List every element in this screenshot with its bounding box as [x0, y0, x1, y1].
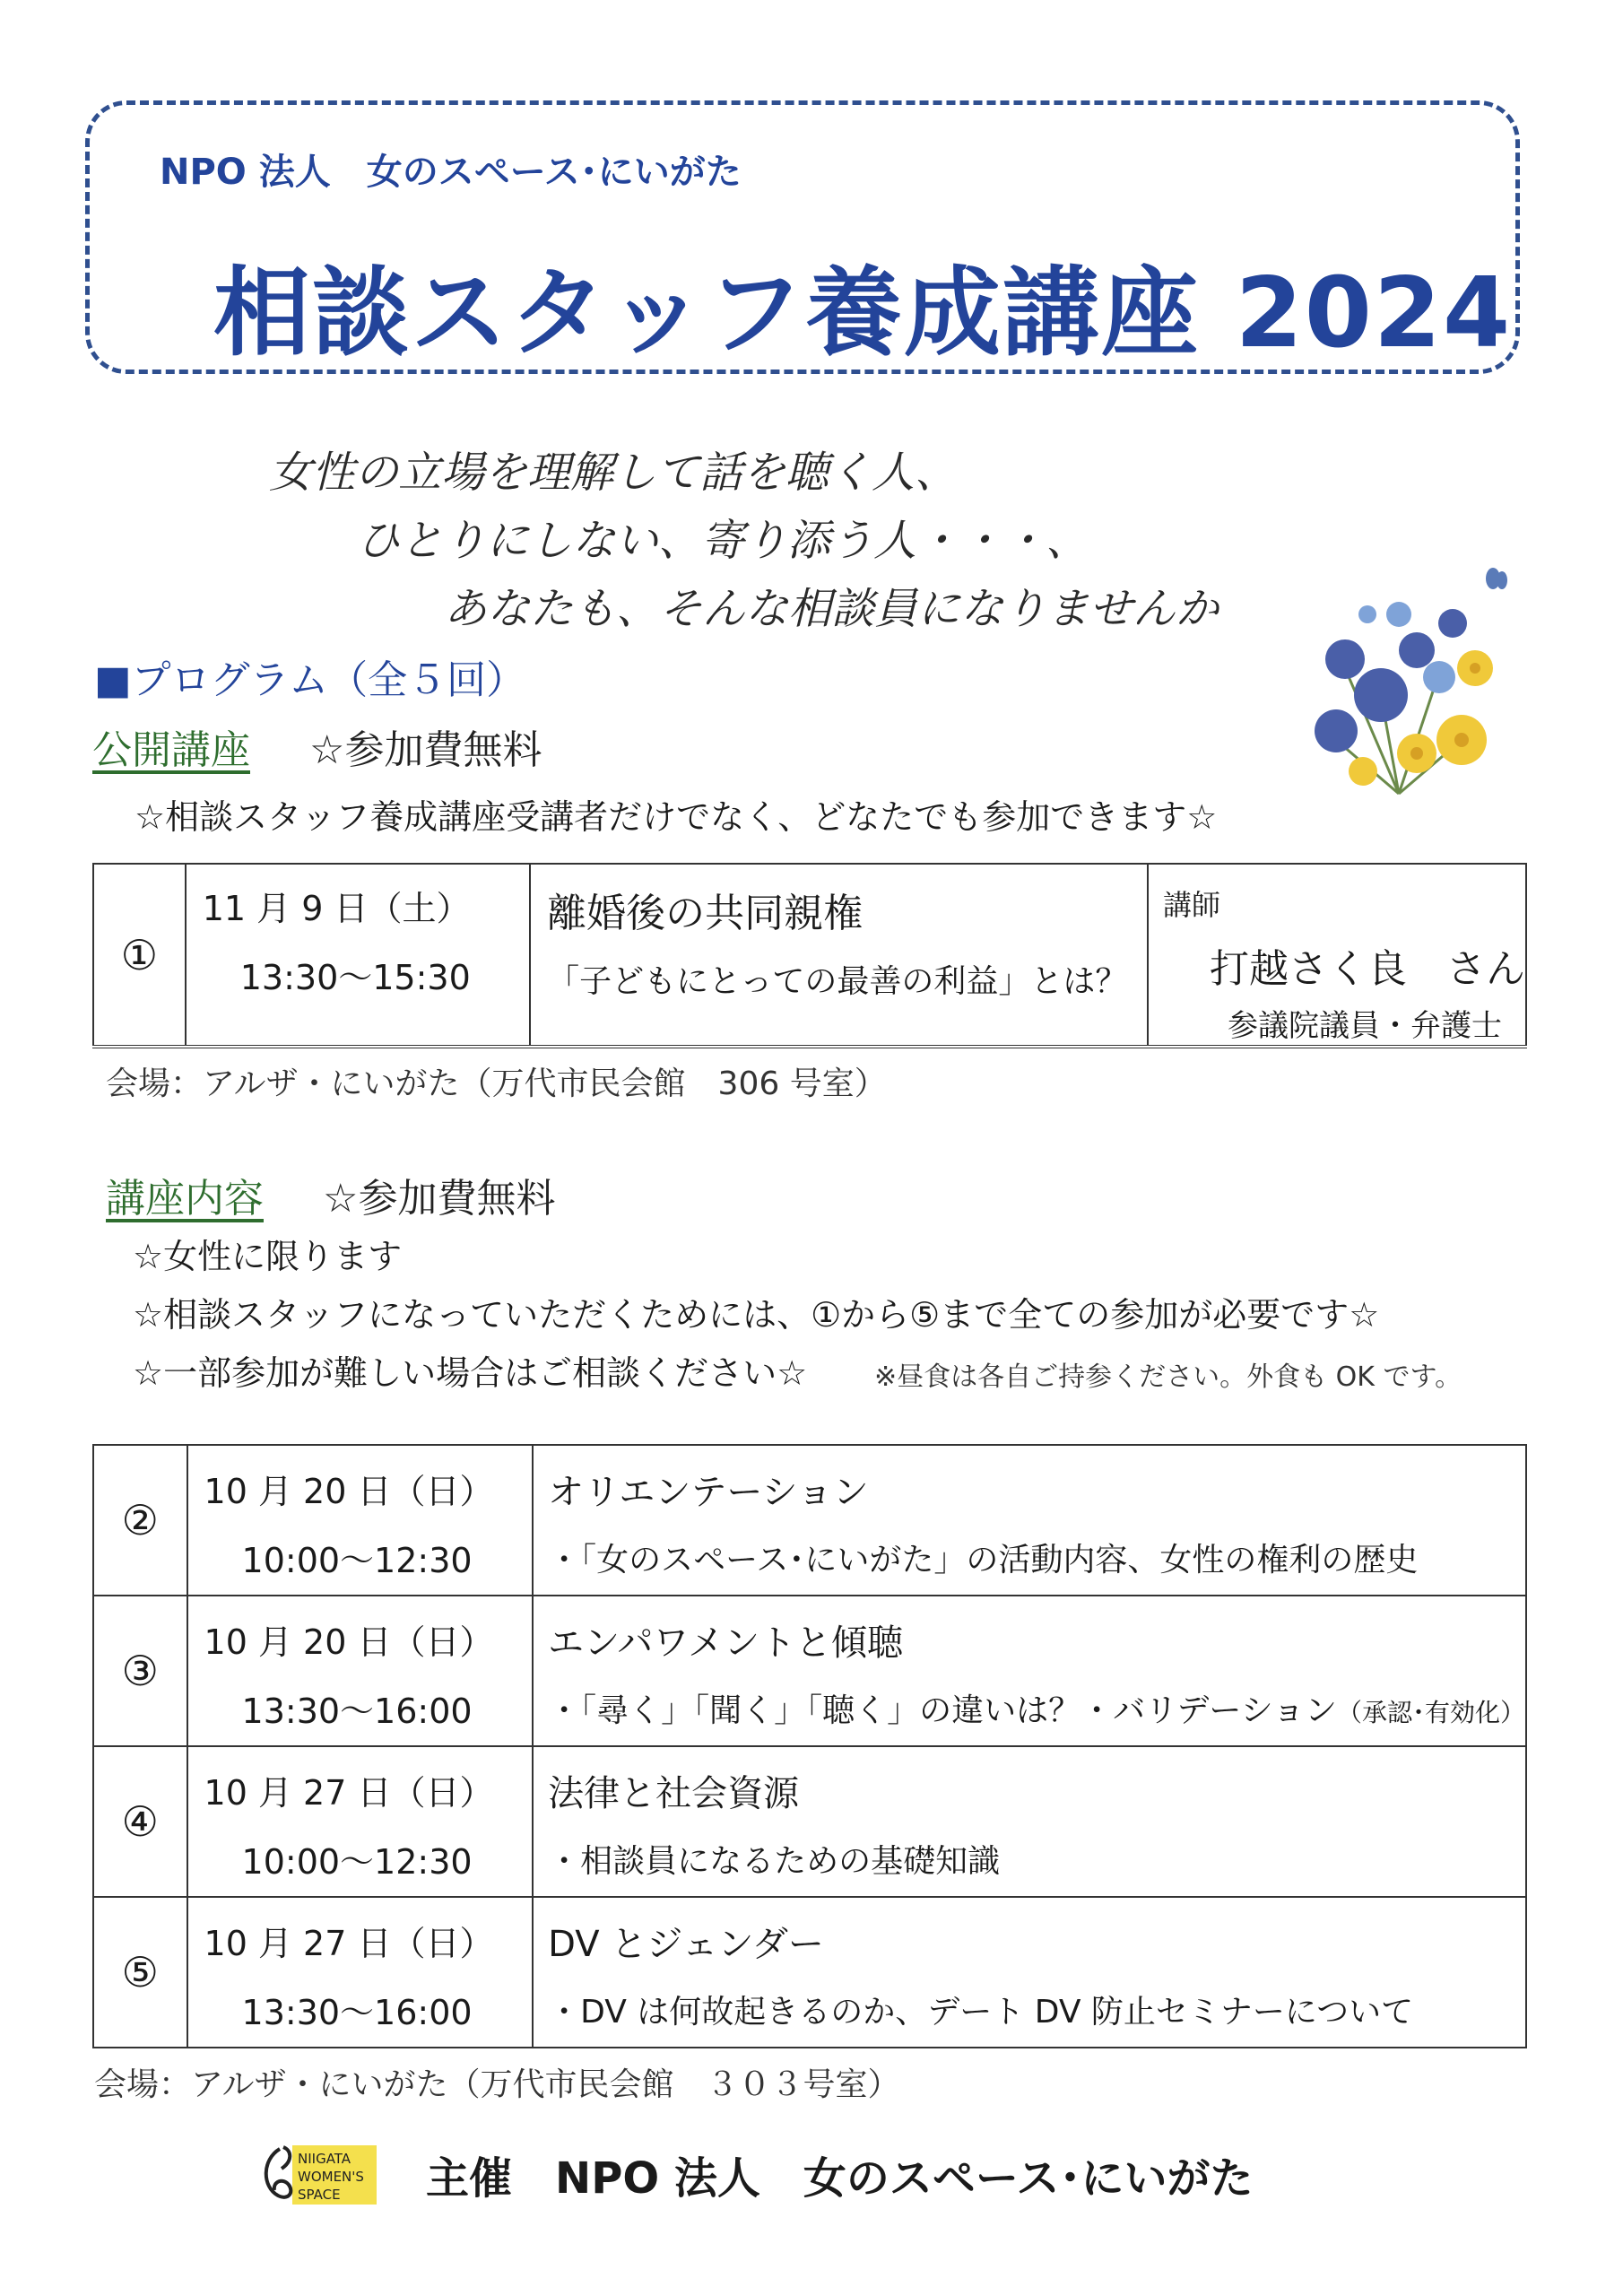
speaker-name: 打越さく良 さん — [1210, 946, 1525, 992]
open-lecture-fee: ☆参加費無料 — [309, 727, 542, 773]
session-topic: オリエンテーション — [548, 1472, 869, 1513]
session-detail-text: ・相談員になるための基礎知識 — [548, 1843, 1001, 1880]
session-detail-text: ・「尋く」「聞く」「聴く」の違いは？・バリデーション — [548, 1692, 1337, 1729]
session-time: 13:30〜16:00 — [241, 1993, 473, 2032]
table-row — [93, 1596, 1526, 1746]
session-date: 10 月 20 日（日） — [204, 1622, 494, 1662]
tagline-line-2: ひとりにしない、寄り添う人・・・、 — [357, 516, 1089, 566]
organizer — [426, 2144, 1254, 2205]
organizer-label: 主催 — [426, 2153, 513, 2204]
session-topic: 離婚後の共同親権 — [547, 891, 864, 936]
session-detail — [548, 1535, 1525, 1580]
session-detail — [548, 1836, 1525, 1882]
logo-text-2: WOMEN'S — [298, 2169, 364, 2185]
session-datetime — [187, 1746, 534, 1897]
session-topic: エンパワメントと傾聴 — [548, 1622, 904, 1664]
table-row — [93, 1746, 1526, 1897]
organizer-name: NPO 法人 女のスペース･にいがた — [555, 2153, 1254, 2204]
session-topic-cell — [533, 1445, 1526, 1596]
session-number: ③ — [93, 1596, 187, 1746]
session-topic-cell — [533, 1746, 1526, 1897]
logo-text-1: NIIGATA — [298, 2151, 352, 2167]
course-venue: 会場：アルザ・にいがた（万代市民会館 ３０３号室） — [94, 2066, 900, 2103]
org-name: NPO 法人 女のスペース･にいがた — [160, 152, 742, 193]
session-date: 10 月 20 日（日） — [204, 1472, 494, 1511]
session-datetime — [187, 1445, 534, 1596]
session-number: ④ — [93, 1746, 187, 1897]
table-row — [93, 1445, 1526, 1596]
speaker-label: 講師 — [1163, 888, 1221, 922]
session-topic-cell — [533, 1897, 1526, 2048]
session-topic-cell — [533, 1596, 1526, 1746]
open-lecture-note: ☆相談スタッフ養成講座受講者だけでなく、どなたでも参加できます☆ — [135, 797, 1218, 837]
session-date: 10 月 27 日（日） — [204, 1924, 494, 1963]
table-row — [93, 1897, 1526, 2048]
session-topic: 法律と社会資源 — [548, 1773, 800, 1814]
course-note-women-only: ☆女性に限ります — [133, 1237, 403, 1276]
session-number: ① — [93, 864, 186, 1047]
session-time: 10:00〜12:30 — [241, 1842, 473, 1882]
open-lecture-table — [92, 863, 1527, 1048]
table-row — [93, 864, 1526, 1047]
course-note-attendance: ☆相談スタッフになっていただくためには、①から⑤まで全ての参加が必要です☆ — [133, 1295, 1380, 1335]
speaker-cell — [1148, 864, 1526, 1047]
session-datetime — [187, 1596, 534, 1746]
tagline-line-3: あなたも、そんな相談員になりませんか — [444, 584, 1219, 634]
session-number: ② — [93, 1445, 187, 1596]
program-heading: ■プログラム（全５回） — [94, 657, 526, 703]
speaker-title: 参議院議員・弁護士 — [1228, 1008, 1502, 1044]
open-lecture-venue: 会場：アルザ・にいがた（万代市民会館 306 号室） — [106, 1065, 887, 1102]
course-table — [92, 1444, 1527, 2048]
session-detail-note: （承認･有効化） — [1336, 1698, 1525, 1727]
flower-illustration — [1282, 561, 1515, 803]
session-datetime — [186, 864, 530, 1047]
session-detail — [548, 1987, 1525, 2032]
session-subtitle: 「子どもにとっての最善の利益」とは？ — [547, 963, 1128, 1000]
page-title: 相談スタッフ養成講座 2024 — [213, 257, 1513, 370]
session-time: 13:30〜16:00 — [241, 1692, 473, 1731]
session-time: 13:30〜15:30 — [239, 958, 471, 997]
course-title: 講座内容 — [106, 1176, 264, 1222]
session-date: 10 月 27 日（日） — [204, 1773, 494, 1813]
tagline-line-1: 女性の立場を理解して話を聴く人、 — [269, 448, 959, 498]
niigata-womens-space-logo — [253, 2142, 378, 2208]
course-note-lunch: ※昼食は各自ご持参ください。外食も OK です。 — [874, 1361, 1462, 1393]
session-detail-text: ・「女のスペース･にいがた」の活動内容、女性の権利の歴史 — [548, 1542, 1419, 1578]
session-datetime — [187, 1897, 534, 2048]
logo-text-3: SPACE — [298, 2187, 341, 2203]
session-date: 11 月 9 日（土） — [202, 889, 471, 928]
course-fee: ☆参加費無料 — [323, 1176, 556, 1222]
session-detail — [548, 1685, 1525, 1731]
open-lecture-title: 公開講座 — [92, 727, 250, 773]
session-time: 10:00〜12:30 — [241, 1541, 473, 1580]
session-topic-cell — [530, 864, 1148, 1047]
session-number: ⑤ — [93, 1897, 187, 2048]
session-topic: DV とジェンダー — [548, 1924, 824, 1965]
course-note-consult: ☆一部参加が難しい場合はご相談ください☆ — [133, 1353, 808, 1393]
session-detail-text: ・DV は何故起きるのか、デート DV 防止セミナーについて — [548, 1994, 1414, 2031]
